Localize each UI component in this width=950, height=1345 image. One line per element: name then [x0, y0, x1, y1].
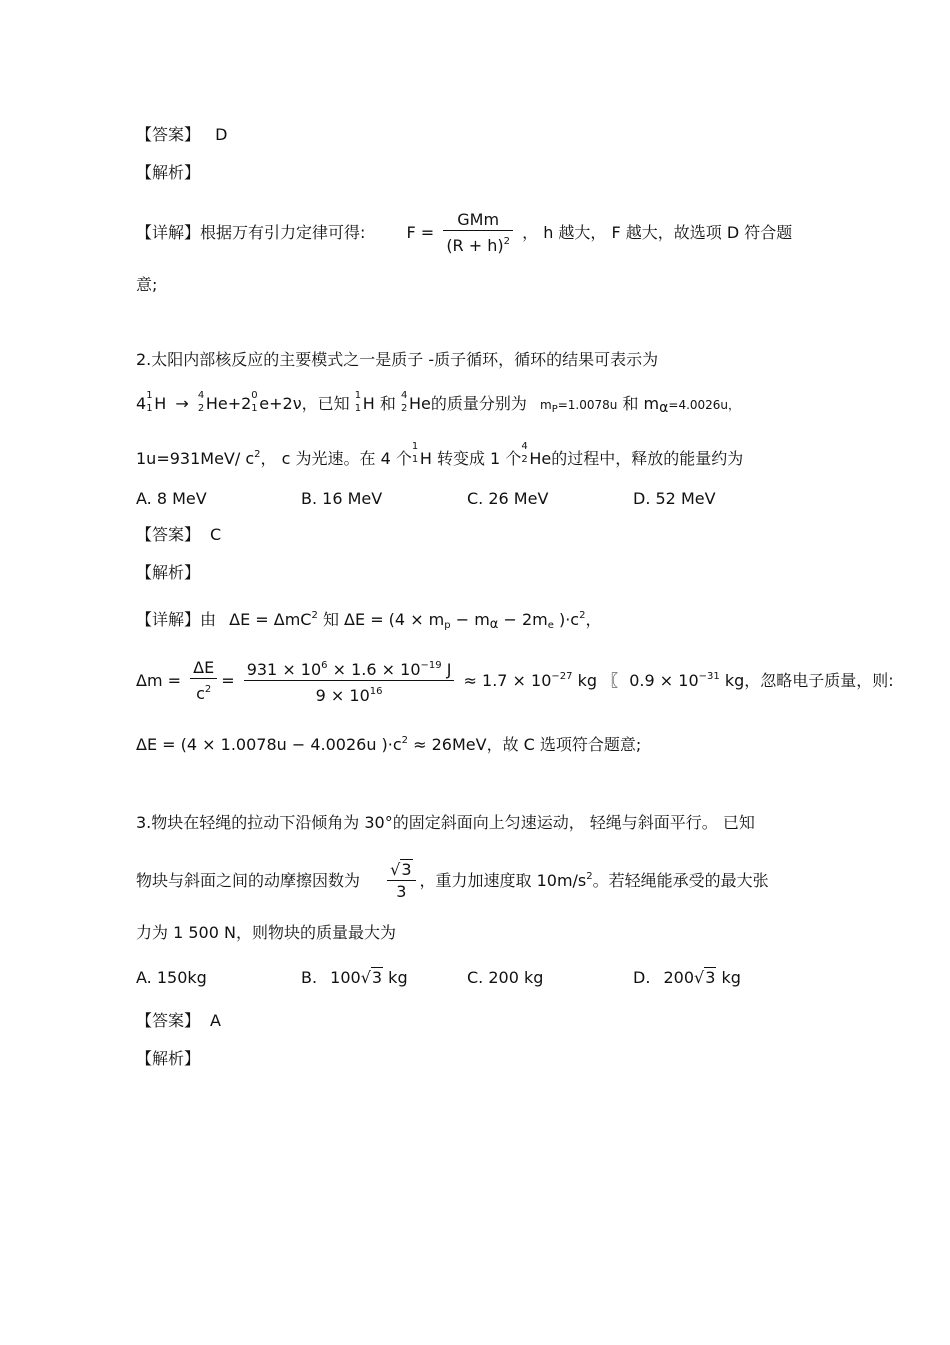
- answer-value: C: [210, 525, 222, 544]
- force-symbol: F =: [406, 223, 435, 242]
- q2-stem-line1: 2.太阳内部核反应的主要模式之一是质子 -质子循环，循环的结果可表示为: [136, 350, 659, 369]
- detail-text-post: ， h 越大， F 越大，故选项 D 符合题: [522, 223, 793, 242]
- q2-stem-line3: 1u=931MeV/ $c^2$， c 为光速。在 4 个 1 1 H 转变成 1 个 4 2 He的过程中，释放的能量约为: [136, 441, 744, 468]
- reaction-arrow: →: [175, 394, 189, 413]
- option-a[interactable]: A. 150kg: [136, 968, 207, 987]
- detail-label: 【详解】: [136, 223, 201, 242]
- answer-value: A: [210, 1011, 221, 1030]
- q3-stem-line2: 物块与斜面之间的动摩擦因数为 $\frac{√3}{3}$ ，重力加速度取 $10m/s^2$。若轻绳能承受的最大张: [136, 860, 769, 901]
- gravity-fraction: [443, 210, 513, 257]
- q3-analysis-label: 【解析】: [136, 1049, 201, 1068]
- option-d[interactable]: D. 52 MeV: [633, 489, 716, 508]
- isotope-h2: 1 1: [354, 390, 362, 414]
- isotope-he: 4 2: [197, 390, 205, 414]
- q3-answer-line: 【答案】 A: [136, 1011, 221, 1030]
- q2-detail-line1: 【详解】由 ΔE = ΔmC$^2$ 知 $\Delta E = (4 \times m_p - m_\alpha - 2m_e$ )$\cdot c^2$，: [136, 610, 602, 632]
- fraction-numerator: GMm: [443, 210, 513, 231]
- q3-stem-line3: 力为 1 500 N，则物块的质量最大为: [136, 923, 396, 942]
- fraction-numeric: $\frac{931 \times 10^6 \times 1.6 \times 10^{-19} J}{9 \times 10^{16}}$: [244, 656, 455, 707]
- fraction-denominator: $(R + h)^2$: [446, 236, 511, 255]
- q2-detail-line3: ΔE = (4 × 1.0078u − 4.0026u )$\cdot c^2 \approx 26MeV$，故 C 选项符合题意;: [136, 735, 642, 754]
- q2-equation-line: 4 1 1 H → 4 2 He+2 0 1 e+2ν，已知 1 1 H 和 4 2 He的质量分别为 $m_P=1.0078u$ 和 $m_\alpha=4.0026u$，: [136, 390, 741, 416]
- option-d[interactable]: D. 200√3 kg: [633, 968, 741, 987]
- isotope-h: 1 1: [146, 390, 153, 414]
- option-c[interactable]: C. 26 MeV: [467, 489, 549, 508]
- answer-label: 【答案】: [136, 125, 201, 144]
- q2-answer-line: 【答案】 C: [136, 525, 222, 544]
- detail-text: 根据万有引力定律可得:: [200, 223, 366, 242]
- mu-fraction: $\frac{√3}{3}$: [387, 860, 415, 903]
- q2-analysis-label: 【解析】: [136, 563, 201, 582]
- option-b[interactable]: B. 16 MeV: [301, 489, 383, 508]
- q1-detail-line: [136, 210, 792, 257]
- option-a[interactable]: A. 8 MeV: [136, 489, 207, 508]
- option-b[interactable]: B. 100√3 kg: [301, 968, 408, 987]
- isotope-he2: 4 2: [401, 390, 408, 414]
- q1-analysis-label: 【解析】: [136, 163, 201, 182]
- fraction-dE-c2: $\frac{\Delta E}{c^2}$: [190, 658, 217, 705]
- q1-answer-line: [136, 124, 227, 146]
- option-c[interactable]: C. 200 kg: [467, 968, 544, 987]
- q3-stem-line1: 3.物块在轻绳的拉动下沿倾角为 30°的固定斜面向上匀速运动， 轻绳与斜面平行。 已知: [136, 813, 755, 832]
- answer-value: D: [215, 125, 228, 144]
- isotope-e: 0 1: [251, 390, 258, 414]
- q2-detail-line2: Δm = $\frac{\Delta E}{c^2}$ = $\frac{931 \times 10^6 \times 1.6 \times 10^{-19} J}{9 \times 10^{16}}$ ≈ $1.7 \times 10^{-27}$ kg 〖 $0.9 \times 10^{-31}$ kg，忽略电子质量，则:: [136, 658, 894, 705]
- q1-detail-line2: 意;: [136, 275, 158, 294]
